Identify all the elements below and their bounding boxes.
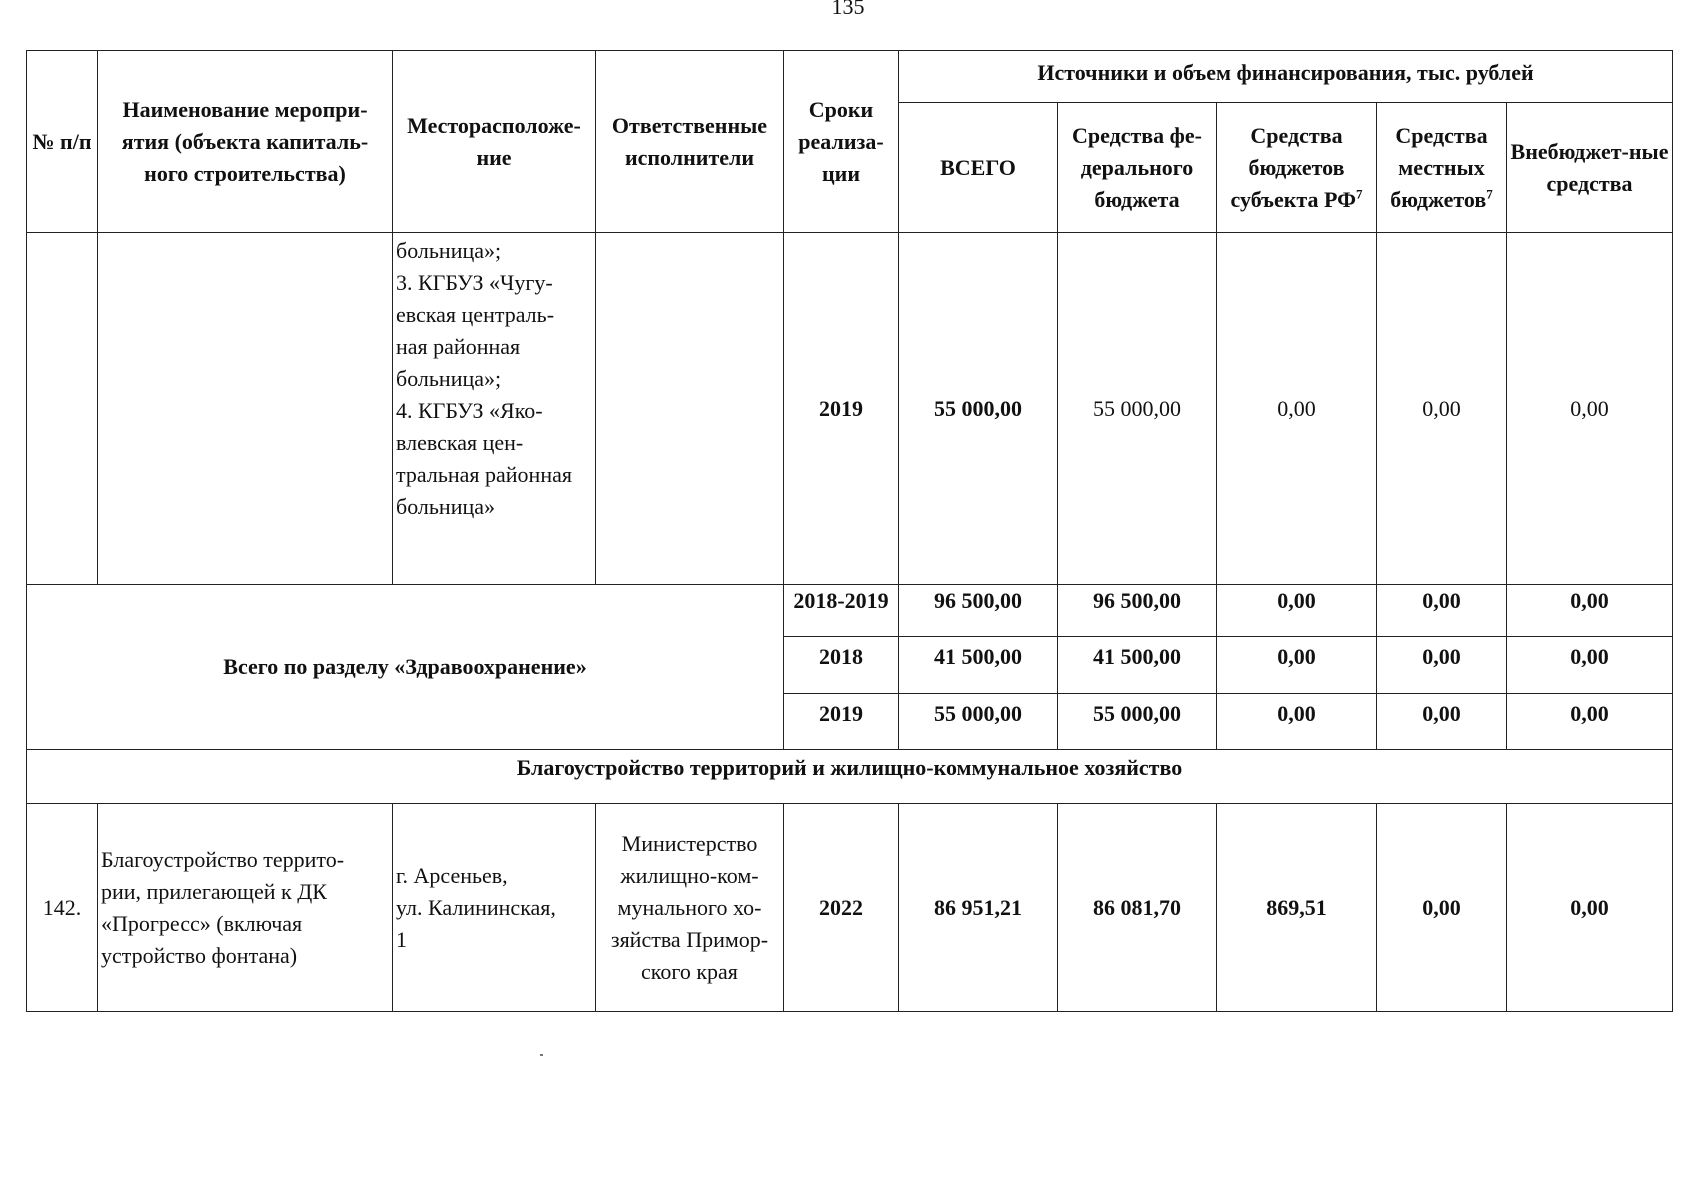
financing-table bbox=[26, 50, 1673, 1012]
header-total: ВСЕГО bbox=[899, 103, 1058, 233]
total-extra: 0,00 bbox=[1507, 694, 1673, 750]
total-subject: 0,00 bbox=[1217, 637, 1377, 694]
cont-subject: 0,00 bbox=[1217, 233, 1377, 585]
table-row-142 bbox=[27, 804, 1673, 1012]
total-subject: 0,00 bbox=[1217, 585, 1377, 637]
total-extra: 0,00 bbox=[1507, 637, 1673, 694]
table-row-continued bbox=[27, 233, 1673, 585]
scan-speck bbox=[540, 1054, 543, 1056]
total-extra: 0,00 bbox=[1507, 585, 1673, 637]
total-year: 2019 bbox=[784, 694, 899, 750]
header-subject-footnote: 7 bbox=[1355, 186, 1363, 202]
header-subject bbox=[1217, 103, 1377, 233]
row-142-total: 86 951,21 bbox=[899, 804, 1058, 1012]
row-142-executor-line: Министерство bbox=[621, 830, 758, 856]
total-federal: 55 000,00 bbox=[1058, 694, 1217, 750]
total-all: 96 500,00 bbox=[899, 585, 1058, 637]
cont-location-line: евская централь- bbox=[396, 302, 555, 327]
section-total-row bbox=[27, 585, 1673, 637]
cont-year: 2019 bbox=[784, 233, 899, 585]
total-all: 41 500,00 bbox=[899, 637, 1058, 694]
header-local bbox=[1377, 103, 1507, 233]
total-local: 0,00 bbox=[1377, 585, 1507, 637]
cont-local: 0,00 bbox=[1377, 233, 1507, 585]
header-local-text: Средства местных бюджетов bbox=[1390, 122, 1488, 212]
row-142-executors bbox=[596, 804, 784, 1012]
cont-location bbox=[393, 233, 596, 585]
cont-executors bbox=[596, 233, 784, 585]
section-heading: Благоустройство территорий и жилищно-коммунальное хозяйство bbox=[27, 750, 1673, 804]
header-federal: Средства фе-дерального бюджета bbox=[1058, 103, 1217, 233]
row-142-executor-line: зяйства Примор- bbox=[610, 926, 769, 952]
section-heading-row bbox=[27, 750, 1673, 804]
total-local: 0,00 bbox=[1377, 694, 1507, 750]
header-location: Месторасположе-ние bbox=[393, 51, 596, 233]
row-142-name-line: Благоустройство террито- bbox=[101, 846, 345, 872]
row-142-name-line: рии, прилегающей к ДК bbox=[101, 878, 327, 904]
cont-name bbox=[98, 233, 393, 585]
total-federal: 96 500,00 bbox=[1058, 585, 1217, 637]
row-142-location-line: г. Арсеньев, bbox=[396, 862, 508, 888]
row-142-executor-line: ского края bbox=[641, 958, 738, 984]
header-name: Наименование меропри-ятия (объекта капиталь-ного строительства) bbox=[98, 51, 393, 233]
section-total-label: Всего по разделу «Здравоохранение» bbox=[27, 585, 784, 750]
cont-location-line: больница»; bbox=[396, 238, 502, 263]
row-142-local: 0,00 bbox=[1377, 804, 1507, 1012]
cont-location-line: 3. КГБУЗ «Чугу- bbox=[396, 270, 553, 295]
cont-location-line: больница»; bbox=[396, 366, 502, 391]
cont-location-line: тральная районная bbox=[396, 462, 572, 487]
total-all: 55 000,00 bbox=[899, 694, 1058, 750]
row-142-executor-line: мунального хо- bbox=[617, 894, 762, 920]
row-142-num: 142. bbox=[27, 804, 98, 1012]
header-executors: Ответственные исполнители bbox=[596, 51, 784, 233]
row-142-location-line: 1 bbox=[396, 926, 407, 952]
header-extra: Внебюджет-ные средства bbox=[1507, 103, 1673, 233]
cont-location-line: 4. КГБУЗ «Яко- bbox=[396, 398, 543, 423]
total-subject: 0,00 bbox=[1217, 694, 1377, 750]
header-terms: Сроки реализа-ции bbox=[784, 51, 899, 233]
header-subject-text: Средства бюджетов субъекта РФ bbox=[1230, 122, 1356, 212]
row-142-name-line: устройство фонтана) bbox=[101, 942, 298, 968]
header-row-1 bbox=[27, 51, 1673, 103]
header-sources: Источники и объем финансирования, тыс. рублей bbox=[899, 51, 1673, 103]
page-number: 135 bbox=[831, 0, 865, 19]
total-year: 2018-2019 bbox=[784, 585, 899, 637]
header-num: № п/п bbox=[27, 51, 98, 233]
row-142-location-line: ул. Калининская, bbox=[396, 894, 556, 920]
total-local: 0,00 bbox=[1377, 637, 1507, 694]
row-142-name-line: «Прогресс» (включая bbox=[101, 910, 303, 936]
cont-federal: 55 000,00 bbox=[1058, 233, 1217, 585]
header-local-footnote: 7 bbox=[1486, 186, 1493, 202]
cont-location-line: больница» bbox=[396, 494, 495, 519]
cont-location-line: влевская цен- bbox=[396, 430, 524, 455]
row-142-executor-line: жилищно-ком- bbox=[620, 862, 759, 888]
cont-location-line: ная районная bbox=[396, 334, 521, 359]
row-142-subject: 869,51 bbox=[1217, 804, 1377, 1012]
cont-num bbox=[27, 233, 98, 585]
row-142-name bbox=[98, 804, 393, 1012]
total-federal: 41 500,00 bbox=[1058, 637, 1217, 694]
total-year: 2018 bbox=[784, 637, 899, 694]
cont-total: 55 000,00 bbox=[899, 233, 1058, 585]
row-142-federal: 86 081,70 bbox=[1058, 804, 1217, 1012]
row-142-location bbox=[393, 804, 596, 1012]
cont-extra: 0,00 bbox=[1507, 233, 1673, 585]
row-142-extra: 0,00 bbox=[1507, 804, 1673, 1012]
row-142-year: 2022 bbox=[784, 804, 899, 1012]
